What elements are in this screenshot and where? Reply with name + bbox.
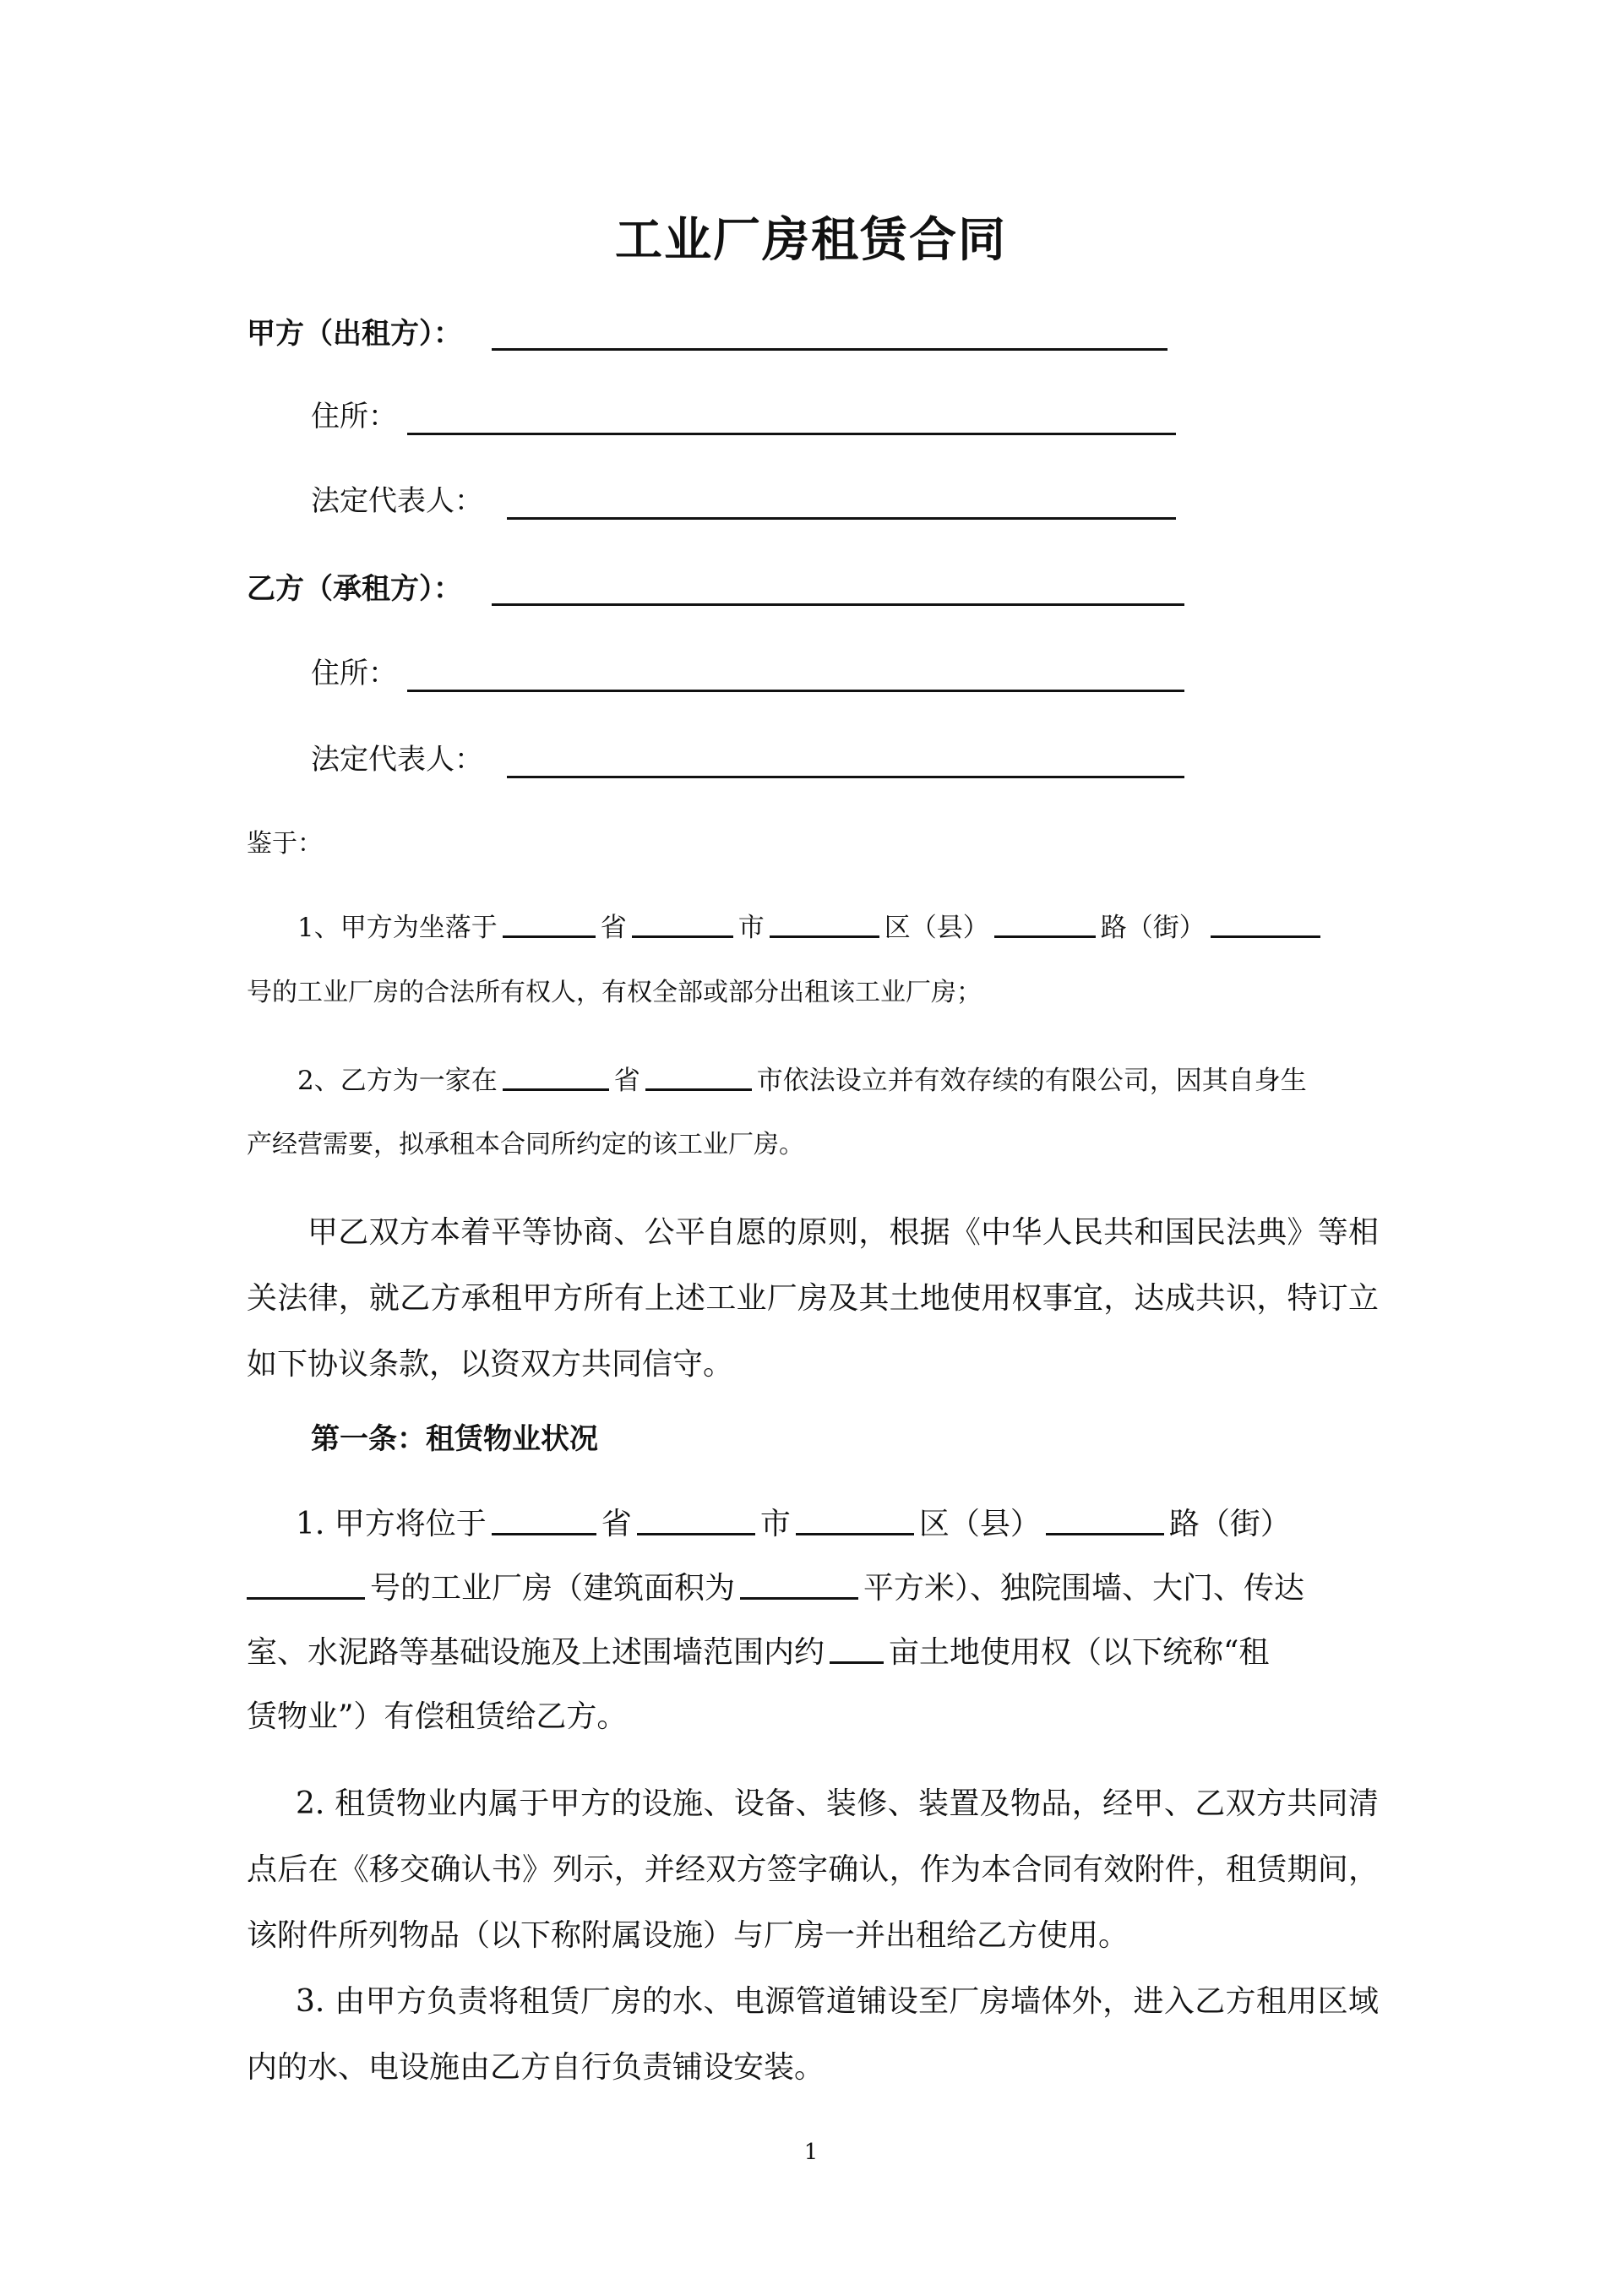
whereas-item1-line1: 1、甲方为坐落于 省 市 区（县） 路（街） bbox=[297, 915, 1325, 941]
clause2-paragraph: 2. 租赁物业内属于甲方的设施、设备、装修、装置及物品，经甲、乙双方共同清点后在《移交确认书》列示，并经双方签字确认，作为本合同有效附件，租赁期间，该附件所列物品（以下称附属设施）与厂房一并出租给乙方使用。 bbox=[247, 1786, 1379, 1953]
document-title: 工业厂房租赁合同 bbox=[615, 212, 1007, 268]
party-b-address-label: 住所： bbox=[311, 657, 397, 690]
page-number: 1 bbox=[803, 2140, 819, 2165]
party-a-address-blank bbox=[407, 433, 1176, 435]
party-b-label: 乙方（承租方）： bbox=[247, 572, 462, 606]
party-b-blank bbox=[492, 603, 1184, 606]
party-a-rep-blank bbox=[507, 517, 1176, 520]
party-a-address-label: 住所： bbox=[311, 400, 397, 434]
whereas-label: 鉴于： bbox=[247, 829, 323, 859]
article1-heading: 第一条：租赁物业状况 bbox=[311, 1422, 598, 1456]
whereas-item2-line1: 2、乙方为一家在 省 市依法设立并有效存续的有限公司，因其自身生 bbox=[297, 1066, 1307, 1096]
clause1-line3: 室、水泥路等基础设施及上述围墙范围内约 亩土地使用权（以下统称“租 bbox=[247, 1635, 1270, 1670]
party-a-label: 甲方（出租方）： bbox=[247, 317, 462, 351]
whereas-item2-line2: 产经营需要，拟承租本合同所约定的该工业厂房。 bbox=[247, 1130, 804, 1159]
clause1-line1: 1. 甲方将位于 省 市 区（县） 路（街） bbox=[296, 1507, 1291, 1541]
party-b-rep-blank bbox=[507, 776, 1184, 778]
party-b-address-blank bbox=[407, 690, 1184, 692]
clause1-line2: 号的工业厂房（建筑面积为 平方米）、独院围墙、大门、传达 bbox=[247, 1573, 1304, 1604]
clause3-paragraph: 3. 由甲方负责将租赁厂房的水、电源管道铺设至厂房墙体外，进入乙方租用区域内的水、电设施由乙方自行负责铺设安装。 bbox=[247, 1984, 1379, 2085]
whereas-item1-line2: 号的工业厂房的合法所有权人，有权全部或部分出租该工业厂房； bbox=[247, 978, 982, 1007]
party-a-rep-label: 法定代表人： bbox=[311, 484, 483, 518]
party-b-rep-label: 法定代表人： bbox=[311, 743, 483, 777]
clause1-line4: 赁物业”）有偿租赁给乙方。 bbox=[247, 1699, 628, 1734]
preamble-paragraph: 甲乙双方本着平等协商、公平自愿的原则，根据《中华人民共和国民法典》等相关法律，就乙方承租甲方所有上述工业厂房及其土地使用权事宜，达成共识，特订立如下协议条款，以资双方共同信守。 bbox=[247, 1215, 1379, 1382]
party-a-blank bbox=[492, 348, 1168, 351]
